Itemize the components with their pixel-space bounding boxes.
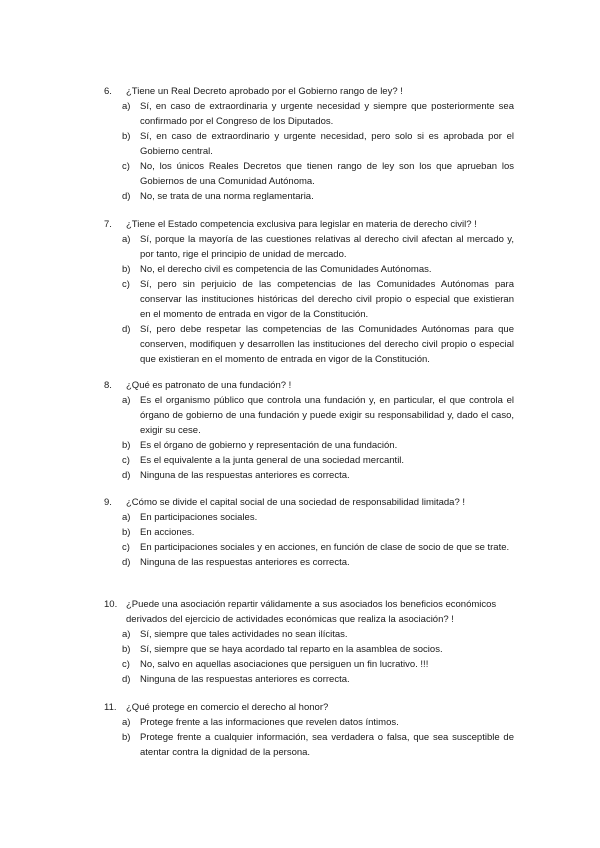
question-text: ¿Qué es patronato de una fundación? ! (126, 380, 292, 391)
question-8 (104, 378, 514, 483)
option-text: Sí, siempre que tales actividades no sean ilícitas. (140, 629, 348, 640)
option-text: Protege frente a cualquier información, sea verdadera o falsa, que sea susceptible de atentar contra la dignidad de la persona. (140, 732, 514, 758)
option-letter: a) (122, 717, 131, 728)
question-number: 8. (104, 380, 112, 391)
option-a (122, 393, 514, 438)
option-list (104, 393, 514, 483)
option-letter: d) (122, 191, 131, 202)
option-b (122, 438, 514, 453)
option-list (104, 510, 514, 570)
option-letter: b) (122, 527, 131, 538)
option-text: Sí, siempre que se haya acordado tal reparto en la asamblea de socios. (140, 644, 443, 655)
option-list (104, 715, 514, 760)
question-text: ¿Tiene un Real Decreto aprobado por el Gobierno rango de ley? ! (126, 86, 403, 97)
option-text: No, los únicos Reales Decretos que tienen rango de ley son los que aprueban los Gobiernos de una Comunidad Autónoma. (140, 161, 514, 187)
question-6 (104, 84, 514, 204)
question-number: 11. (104, 702, 117, 713)
option-letter: c) (122, 279, 130, 290)
option-c (122, 277, 514, 322)
option-letter: b) (122, 264, 131, 275)
question-10 (104, 597, 514, 687)
option-letter: b) (122, 644, 131, 655)
question-number: 10. (104, 599, 118, 610)
option-c (122, 540, 514, 555)
option-letter: d) (122, 324, 131, 335)
question-9 (104, 495, 514, 570)
option-a (122, 99, 514, 129)
option-a (122, 715, 514, 730)
option-letter: d) (122, 470, 131, 481)
option-letter: a) (122, 234, 131, 245)
option-text: Sí, en caso de extraordinaria y urgente necesidad y siempre que posteriormente sea confirmado por el Congreso de los Diputados. (140, 101, 514, 127)
option-text: No, se trata de una norma reglamentaria. (140, 191, 314, 202)
option-letter: a) (122, 101, 131, 112)
option-text: Sí, pero sin perjuicio de las competencias de las Comunidades Autónomas para conservar las instituciones históricas del derecho civil propio o especial que existieran en el momento de entrada en vigor de la Constitución. (140, 279, 514, 320)
option-d (122, 468, 514, 483)
question-7 (104, 217, 514, 367)
option-d (122, 189, 514, 204)
option-letter: c) (122, 659, 130, 670)
option-text: Sí, porque la mayoría de las cuestiones relativas al derecho civil afectan al mercado y, por tanto, rige el principio de unidad de mercado. (140, 234, 514, 260)
option-text: Es el organismo público que controla una fundación y, en particular, el que controla el órgano de gobierno de una fundación y puede exigir su responsabilidad y, dado el caso, exigir su cese. (140, 395, 514, 436)
option-b (122, 525, 514, 540)
option-letter: d) (122, 674, 131, 685)
option-text: Protege frente a las informaciones que revelen datos íntimos. (140, 717, 399, 728)
question-text: ¿Cómo se divide el capital social de una sociedad de responsabilidad limitada? ! (126, 497, 466, 508)
option-letter: b) (122, 131, 131, 142)
option-text: Es el órgano de gobierno y representación de una fundación. (140, 440, 398, 451)
option-letter: b) (122, 732, 131, 743)
option-text: Es el equivalente a la junta general de una sociedad mercantil. (140, 455, 405, 466)
option-letter: b) (122, 440, 131, 451)
option-text: Ninguna de las respuestas anteriores es correcta. (140, 557, 350, 568)
option-b (122, 129, 514, 159)
option-list (104, 99, 514, 204)
option-c (122, 159, 514, 189)
question-text: ¿Qué protege en comercio el derecho al honor? (126, 702, 329, 713)
option-letter: a) (122, 512, 131, 523)
option-text: En acciones. (140, 527, 195, 538)
option-text: Ninguna de las respuestas anteriores es correcta. (140, 674, 350, 685)
option-text: Ninguna de las respuestas anteriores es correcta. (140, 470, 350, 481)
option-b (122, 730, 514, 760)
question-text: ¿Puede una asociación repartir válidamente a sus asociados los beneficios económicos derivados del ejercicio de actividades económicas que realiza la asociación? ! (126, 599, 497, 625)
question-text: ¿Tiene el Estado competencia exclusiva para legislar en materia de derecho civil? ! (126, 219, 477, 230)
question-number: 9. (104, 497, 112, 508)
option-text: En participaciones sociales. (140, 512, 258, 523)
option-c (122, 453, 514, 468)
option-letter: a) (122, 629, 131, 640)
option-letter: c) (122, 455, 130, 466)
option-a (122, 627, 514, 642)
option-list (104, 627, 514, 687)
option-d (122, 322, 514, 367)
question-number: 6. (104, 86, 112, 97)
option-letter: c) (122, 161, 130, 172)
option-text: Sí, en caso de extraordinario y urgente necesidad, pero solo si es aprobada por el Gobierno central. (140, 131, 514, 157)
option-b (122, 262, 514, 277)
option-text: Sí, pero debe respetar las competencias de las Comunidades Autónomas para que conserven, modifiquen y desarrollen las instituciones del derecho civil propio o especial que existieran en el momento de entrada en vigor de la Constitución. (140, 324, 514, 365)
option-letter: c) (122, 542, 130, 553)
option-letter: d) (122, 557, 131, 568)
option-text: No, el derecho civil es competencia de las Comunidades Autónomas. (140, 264, 432, 275)
question-number: 7. (104, 219, 112, 230)
option-text: No, salvo en aquellas asociaciones que persiguen un fin lucrativo. !!! (140, 659, 429, 670)
option-d (122, 672, 514, 687)
question-11 (104, 700, 514, 760)
option-text: En participaciones sociales y en acciones, en función de clase de socio de que se trate. (140, 542, 510, 553)
option-a (122, 510, 514, 525)
option-letter: a) (122, 395, 131, 406)
option-a (122, 232, 514, 262)
option-b (122, 642, 514, 657)
option-c (122, 657, 514, 672)
option-d (122, 555, 514, 570)
option-list (104, 232, 514, 367)
